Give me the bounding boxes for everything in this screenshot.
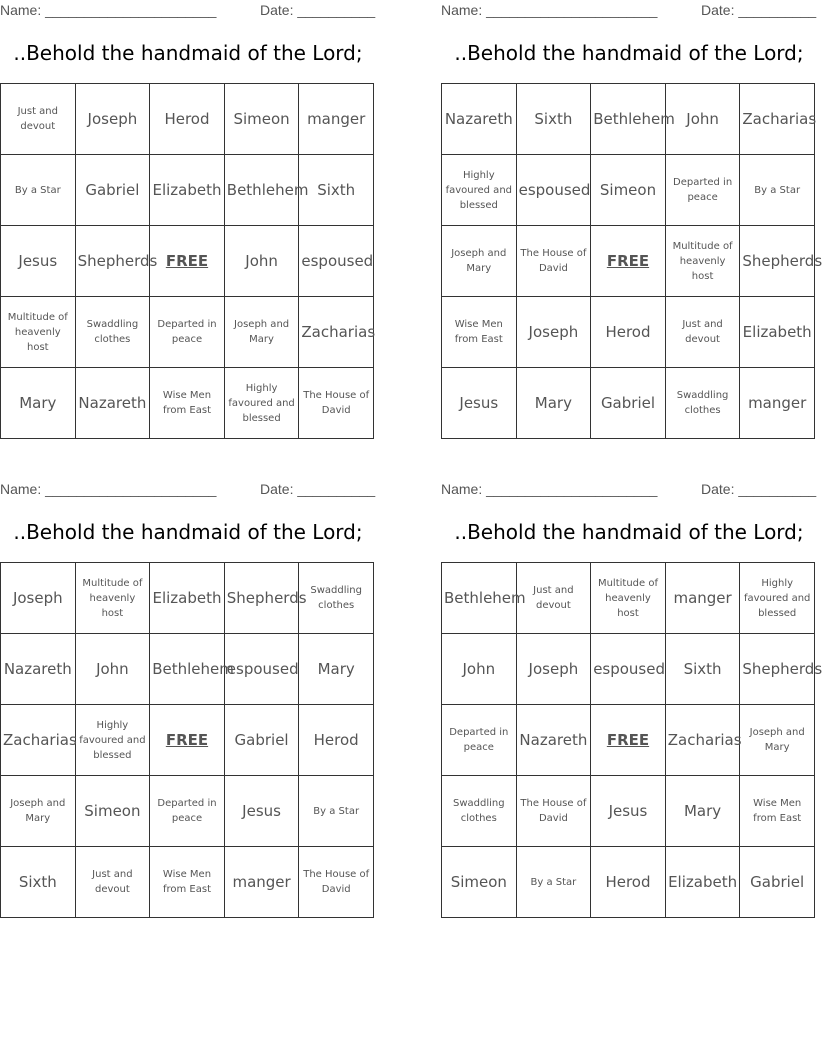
bingo-cell: Zacharias xyxy=(740,84,815,155)
grid-row xyxy=(1,634,374,705)
grid-row xyxy=(442,84,815,155)
bingo-cell: manger xyxy=(665,563,740,634)
bingo-cell: By a Star xyxy=(1,155,76,226)
bingo-cell: Shepherds xyxy=(740,226,815,297)
bingo-cell: Shepherds xyxy=(75,226,150,297)
bingo-cell: Joseph and Mary xyxy=(1,776,76,847)
grid-row xyxy=(442,847,815,918)
bingo-cell: Swaddling clothes xyxy=(442,776,517,847)
bingo-cell: Swaddling clothes xyxy=(299,563,374,634)
card-title: ..Behold the handmaid of the Lord; xyxy=(13,520,363,544)
bingo-cell: Just and devout xyxy=(75,847,150,918)
bingo-cell: The House of David xyxy=(516,776,591,847)
name-field: Name: ______________________ xyxy=(0,481,217,497)
bingo-cell: Gabriel xyxy=(75,155,150,226)
date-field: Date: __________ xyxy=(701,481,817,497)
name-field: Name: ______________________ xyxy=(441,2,658,18)
grid-row xyxy=(442,705,815,776)
bingo-cell: espoused xyxy=(299,226,374,297)
card-header xyxy=(0,481,376,499)
grid-row xyxy=(1,563,374,634)
bingo-cell: Herod xyxy=(299,705,374,776)
grid-row xyxy=(442,634,815,705)
bingo-cell: Jesus xyxy=(1,226,76,297)
bingo-cell: Swaddling clothes xyxy=(75,297,150,368)
bingo-cell: Nazareth xyxy=(442,84,517,155)
grid-row xyxy=(1,84,374,155)
bingo-cell: Joseph xyxy=(1,563,76,634)
bingo-cell: John xyxy=(75,634,150,705)
card-header xyxy=(441,2,817,20)
bingo-cell: Gabriel xyxy=(740,847,815,918)
grid-row xyxy=(1,847,374,918)
bingo-cell: Herod xyxy=(150,84,225,155)
card-title: ..Behold the handmaid of the Lord; xyxy=(13,41,363,65)
card-title: ..Behold the handmaid of the Lord; xyxy=(454,520,804,544)
name-field: Name: ______________________ xyxy=(441,481,658,497)
bingo-cell: Zacharias xyxy=(1,705,76,776)
bingo-cell: Swaddling clothes xyxy=(665,368,740,439)
bingo-cell: Jesus xyxy=(442,368,517,439)
bingo-cell: Mary xyxy=(299,634,374,705)
bingo-cell: Joseph xyxy=(516,634,591,705)
bingo-cell: By a Star xyxy=(516,847,591,918)
grid-row xyxy=(1,776,374,847)
bingo-cell: Mary xyxy=(665,776,740,847)
bingo-cell: John xyxy=(224,226,299,297)
bingo-cell: Nazareth xyxy=(75,368,150,439)
bingo-cell: Bethlehem xyxy=(150,634,225,705)
bingo-cell: Zacharias xyxy=(665,705,740,776)
bingo-grid xyxy=(441,83,822,439)
bingo-cell: Nazareth xyxy=(1,634,76,705)
date-field: Date: __________ xyxy=(701,2,817,18)
bingo-cell: espoused xyxy=(516,155,591,226)
bingo-cell: Gabriel xyxy=(224,705,299,776)
bingo-cell: Multitude of heavenly host xyxy=(1,297,76,368)
bingo-cell: Highly favoured and blessed xyxy=(75,705,150,776)
bingo-cell: Wise Men from East xyxy=(740,776,815,847)
grid-row xyxy=(442,226,815,297)
bingo-cell: manger xyxy=(299,84,374,155)
bingo-cell: Wise Men from East xyxy=(442,297,517,368)
bingo-cell: Herod xyxy=(591,297,666,368)
bingo-grid xyxy=(0,83,374,439)
bingo-cell: Just and devout xyxy=(516,563,591,634)
bingo-cell: Highly favoured and blessed xyxy=(442,155,517,226)
bingo-cell: Joseph and Mary xyxy=(442,226,517,297)
card-title: ..Behold the handmaid of the Lord; xyxy=(454,41,804,65)
grid-row xyxy=(1,155,374,226)
date-field: Date: __________ xyxy=(260,481,376,497)
grid-row xyxy=(1,297,374,368)
bingo-cell: Mary xyxy=(516,368,591,439)
bingo-cell: Joseph and Mary xyxy=(740,705,815,776)
grid-row xyxy=(1,226,374,297)
bingo-cell: Jesus xyxy=(591,776,666,847)
bingo-cell: John xyxy=(665,84,740,155)
free-space-cell: FREE xyxy=(591,705,666,776)
bingo-cell: Joseph xyxy=(75,84,150,155)
bingo-cell: Multitude of heavenly host xyxy=(75,563,150,634)
bingo-cell: Bethlehem xyxy=(442,563,517,634)
bingo-cell: Herod xyxy=(591,847,666,918)
bingo-cell: Highly favoured and blessed xyxy=(224,368,299,439)
card-header xyxy=(0,2,376,20)
bingo-cell: The House of David xyxy=(516,226,591,297)
bingo-cell: Departed in peace xyxy=(442,705,517,776)
bingo-cell: Sixth xyxy=(1,847,76,918)
bingo-cell: By a Star xyxy=(299,776,374,847)
bingo-cell: Simeon xyxy=(224,84,299,155)
bingo-cell: Nazareth xyxy=(516,705,591,776)
bingo-cell: Shepherds xyxy=(224,563,299,634)
grid-row xyxy=(442,776,815,847)
bingo-cell: Departed in peace xyxy=(665,155,740,226)
bingo-cell: Simeon xyxy=(442,847,517,918)
date-field: Date: __________ xyxy=(260,2,376,18)
bingo-cell: Wise Men from East xyxy=(150,368,225,439)
bingo-cell: Bethlehem xyxy=(224,155,299,226)
card-header xyxy=(441,481,817,499)
bingo-cell: Mary xyxy=(1,368,76,439)
bingo-cell: The House of David xyxy=(299,368,374,439)
bingo-cell: Simeon xyxy=(591,155,666,226)
bingo-cell: Multitude of heavenly host xyxy=(665,226,740,297)
bingo-cell: Bethlehem xyxy=(591,84,666,155)
grid-row xyxy=(1,705,374,776)
bingo-cell: Jesus xyxy=(224,776,299,847)
bingo-cell: Elizabeth xyxy=(665,847,740,918)
bingo-cell: manger xyxy=(740,368,815,439)
bingo-cell: The House of David xyxy=(299,847,374,918)
bingo-cell: espoused xyxy=(224,634,299,705)
bingo-cell: Elizabeth xyxy=(150,563,225,634)
free-space-cell: FREE xyxy=(591,226,666,297)
grid-row xyxy=(442,155,815,226)
bingo-cell: Departed in peace xyxy=(150,297,225,368)
bingo-cell: Just and devout xyxy=(665,297,740,368)
bingo-cell: Joseph and Mary xyxy=(224,297,299,368)
bingo-cell: Multitude of heavenly host xyxy=(591,563,666,634)
free-space-cell: FREE xyxy=(150,705,225,776)
bingo-cell: Elizabeth xyxy=(150,155,225,226)
grid-row xyxy=(1,368,374,439)
bingo-cell: Departed in peace xyxy=(150,776,225,847)
grid-row xyxy=(442,297,815,368)
grid-row xyxy=(442,563,815,634)
bingo-cell: Shepherds xyxy=(740,634,815,705)
bingo-cell: Joseph xyxy=(516,297,591,368)
bingo-cell: Wise Men from East xyxy=(150,847,225,918)
bingo-cell: manger xyxy=(224,847,299,918)
bingo-cell: Just and devout xyxy=(1,84,76,155)
bingo-cell: Highly favoured and blessed xyxy=(740,563,815,634)
free-space-cell: FREE xyxy=(150,226,225,297)
bingo-cell: Gabriel xyxy=(591,368,666,439)
bingo-cell: Sixth xyxy=(665,634,740,705)
bingo-cell: Zacharias xyxy=(299,297,374,368)
bingo-grid xyxy=(0,562,374,918)
bingo-cell: espoused xyxy=(591,634,666,705)
bingo-cell: Elizabeth xyxy=(740,297,815,368)
bingo-cell: By a Star xyxy=(740,155,815,226)
grid-row xyxy=(442,368,815,439)
bingo-cell: Simeon xyxy=(75,776,150,847)
bingo-cell: Sixth xyxy=(299,155,374,226)
name-field: Name: ______________________ xyxy=(0,2,217,18)
bingo-grid xyxy=(441,562,822,918)
bingo-cell: John xyxy=(442,634,517,705)
bingo-cell: Sixth xyxy=(516,84,591,155)
